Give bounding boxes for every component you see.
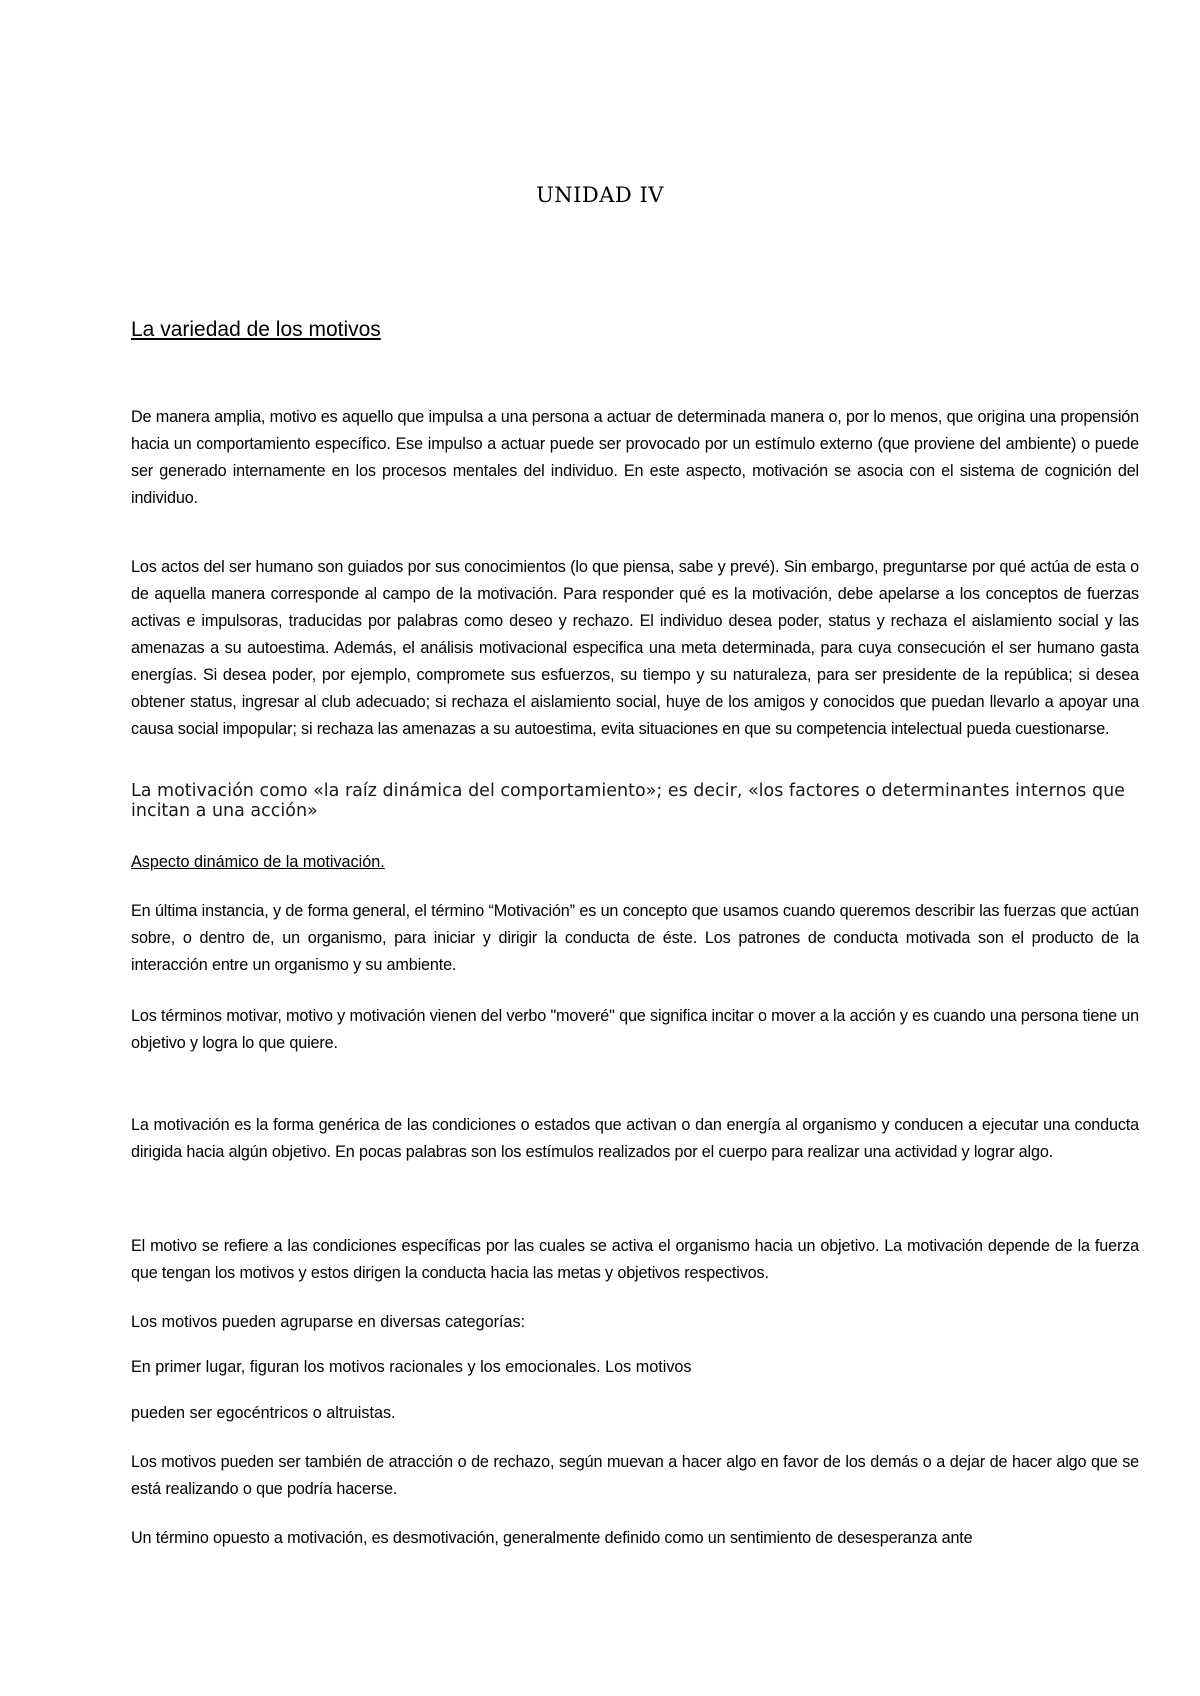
paragraph-ultima-instancia: En última instancia, y de forma general, el término “Motivación” es un concepto que usamos cuando queremos describir las fuerzas que actúan sobre, o dentro de, un organismo, para iniciar y dirigir la conducta de éste. Los patrones de conducta motivada son el producto de la interacción entre un organismo y su ambiente. [131,902,1139,974]
paragraph-actos: Los actos del ser humano son guiados por sus conocimientos (lo que piensa, sabe y prevé). Sin embargo, preguntarse por qué actúa de esta o de aquella manera corresponde al campo de la motivación. Para responder qué es la motivación, debe apelarse a los conceptos de fuerzas activas e impulsoras, traducidas por palabras como deseo y rechazo. El individuo desea poder, status y rechaza el aislamiento social y las amenazas a su autoestima. Además, el análisis motivacional especifica una meta determinada, para cuya consecución el ser humano gasta energías. Si desea poder, por ejemplo, compromete sus esfuerzos, su tiempo y su naturaleza, para ser presidente de la república; si desea obtener status, ingresar al club adecuado; si rechaza el aislamiento social, huye de los amigos y conocidos que puedan llevarlo a apoyar una causa social impopular; si rechaza las amenazas a su autoestima, evita situaciones en que su competencia intelectual pueda cuestionarse. [131,558,1139,738]
paragraph-categorias: Los motivos pueden agruparse en diversas categorías: [131,1313,526,1331]
unit-title: UNIDAD IV [536,183,664,207]
paragraph-forma-generica: La motivación es la forma genérica de las condiciones o estados que activan o dan energía al organismo y conducen a ejecutar una conducta dirigida hacia algún objetivo. En pocas palabras son los estímulos realizados por el cuerpo para realizar una actividad y lograr algo. [131,1116,1139,1161]
paragraph-terminos: Los términos motivar, motivo y motivación vienen del verbo "moveré" que significa incitar o mover a la acción y es cuando una persona tiene un objetivo y logra lo que quiere. [131,1007,1139,1052]
paragraph-egocentricos: pueden ser egocéntricos o altruistas. [131,1404,396,1422]
paragraph-definition: De manera amplia, motivo es aquello que impulsa a una persona a actuar de determinada manera o, por lo menos, que origina una propensión hacia un comportamiento específico. Ese impulso a actuar puede ser provocado por un estímulo externo (que proviene del ambiente) o puede ser generado internamente en los procesos mentales del individuo. En este aspecto, motivación se asocia con el sistema de cognición del individuo. [131,408,1139,507]
quote-motivacion: La motivación como «la raíz dinámica del comportamiento»; es decir, «los factores o determinantes internos que incitan a una acción» [131,781,1125,821]
section-title: La variedad de los motivos [131,318,381,341]
paragraph-desmotivacion: Un término opuesto a motivación, es desmotivación, generalmente definido como un sentimiento de desesperanza ante [131,1529,973,1547]
subheading-aspecto-dinamico: Aspecto dinámico de la motivación. [131,853,385,871]
paragraph-motivo: El motivo se refiere a las condiciones específicas por las cuales se activa el organismo hacia un objetivo. La motivación depende de la fuerza que tengan los motivos y estos dirigen la conducta hacia las metas y objetivos respectivos. [131,1237,1139,1282]
paragraph-atraccion: Los motivos pueden ser también de atracción o de rechazo, según muevan a hacer algo en favor de los demás o a dejar de hacer algo que se está realizando o que podría hacerse. [131,1453,1139,1498]
paragraph-racionales: En primer lugar, figuran los motivos racionales y los emocionales. Los motivos [131,1358,692,1376]
